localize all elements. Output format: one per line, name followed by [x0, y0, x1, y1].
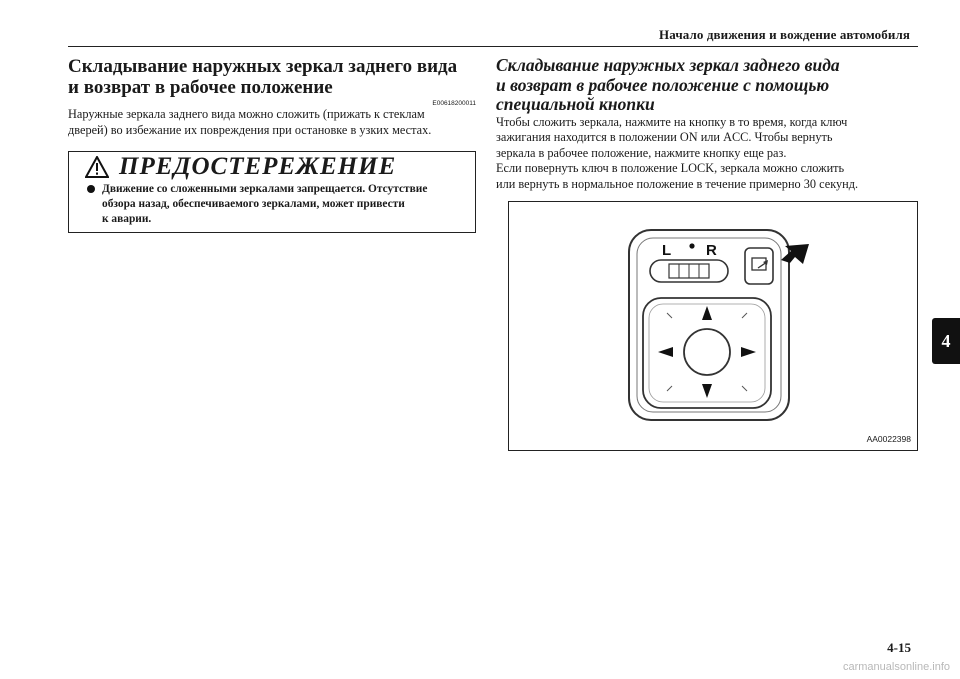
warning-line1: Движение со сложенными зеркалами запрещается. Отсутствие	[102, 183, 428, 195]
paragraph-line1: Наружные зеркала заднего вида можно сложить (прижать к стеклам	[68, 107, 425, 121]
subsection-paragraph	[496, 115, 920, 193]
lr-selector-switch[interactable]	[650, 260, 728, 282]
section-paragraph	[68, 107, 476, 138]
subsection-line3: зеркала в рабочее положение, нажмите кнопку еще раз.	[496, 145, 787, 160]
subsection-title-line3: специальной кнопки	[496, 94, 655, 114]
right-column	[496, 56, 920, 192]
warning-label: ПРЕДОСТЕРЕЖЕНИЕ	[119, 153, 397, 180]
running-header: Начало движения и вождение автомобиля	[659, 27, 910, 42]
subsection-title-line2: и возврат в рабочее положение с помощью	[496, 74, 830, 95]
subsection-line2: зажигания находится в положении ON или ACC. Чтобы вернуть	[496, 130, 833, 144]
section-title	[68, 56, 476, 98]
subsection-line1: Чтобы сложить зеркала, нажмите на кнопку в то время, когда ключ	[496, 114, 848, 129]
subsection-line4: Если повернуть ключ в положение LOCK, зеркала можно сложить	[496, 161, 845, 175]
warning-line3: к аварии.	[102, 213, 152, 225]
section-code: E00618200011	[432, 100, 476, 107]
figure-code: AA0022398	[866, 434, 911, 444]
warning-triangle-icon	[85, 156, 109, 178]
section-title-line1: Складывание наружных зеркал заднего вида	[68, 56, 458, 77]
bullet-icon	[87, 185, 95, 193]
label-left: L	[662, 242, 672, 259]
mirror-fold-button[interactable]	[745, 248, 773, 284]
center-dot	[689, 243, 694, 248]
page-number: 4-15	[887, 640, 911, 655]
label-right: R	[706, 242, 717, 259]
warning-box	[68, 151, 476, 233]
warning-header	[69, 152, 475, 182]
subsection-line5: или вернуть в нормальное положение в течение примерно 30 секунд.	[496, 176, 859, 191]
mirror-switch-figure	[508, 201, 918, 451]
subsection-title-line1: Складывание наружных зеркал заднего вида	[496, 55, 840, 75]
mirror-adjust-pad[interactable]	[643, 298, 771, 408]
section-title-line2: и возврат в рабочее положение	[68, 77, 333, 98]
chapter-tab[interactable]: 4	[932, 318, 960, 364]
watermark-link[interactable]: carmanualsonline.info	[842, 661, 950, 673]
subsection-title	[496, 56, 920, 115]
warning-body	[87, 182, 467, 227]
paragraph-line2: дверей) во избежание их повреждения при остановке в узких местах.	[68, 122, 432, 137]
warning-text	[102, 182, 467, 227]
left-column	[68, 56, 476, 233]
header-rule	[68, 46, 918, 47]
mirror-switch-illustration	[509, 202, 917, 450]
warning-line2: обзора назад, обеспечиваемого зеркалами, может привести	[102, 198, 405, 210]
